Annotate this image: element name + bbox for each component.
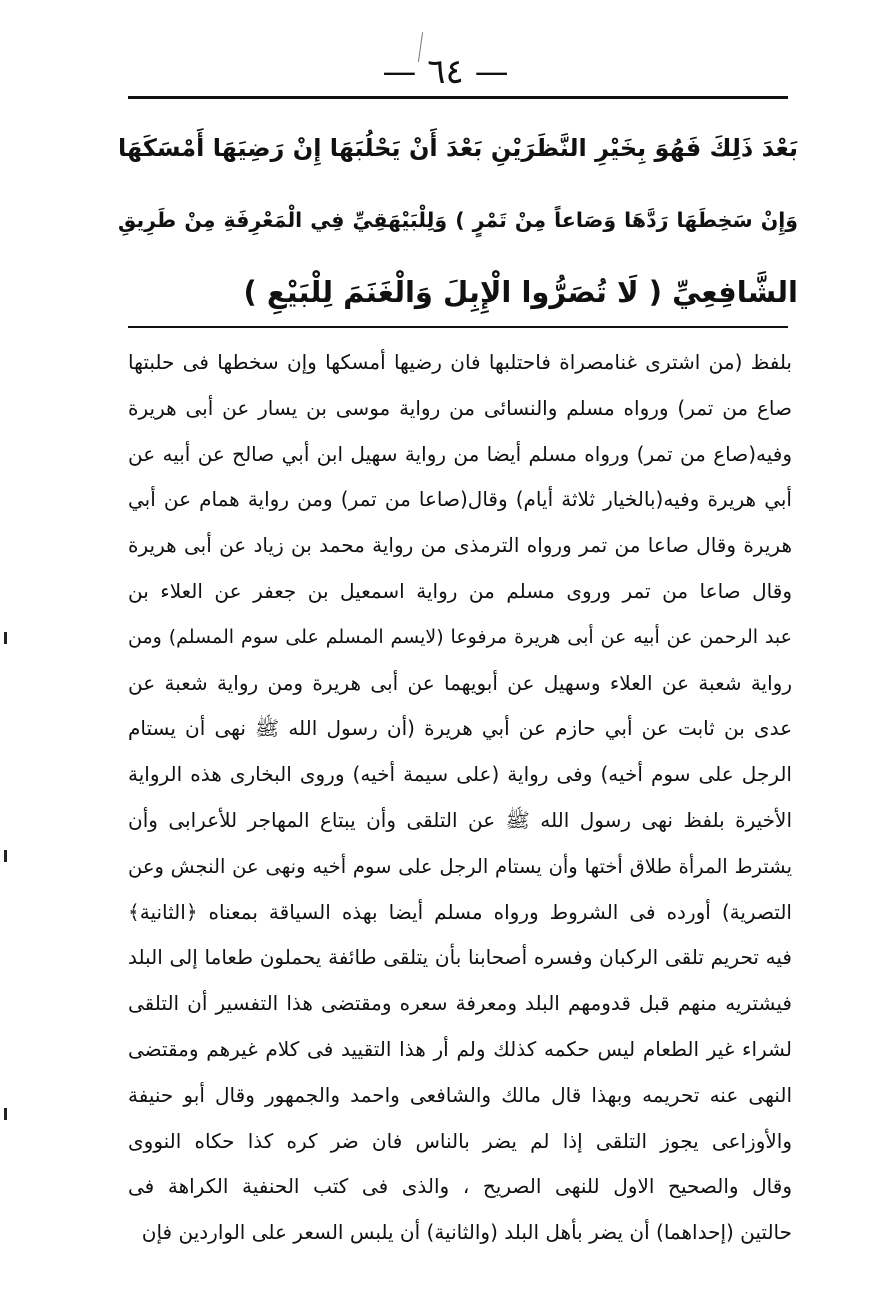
header-rule: [128, 96, 788, 99]
hadith-line: بَعْدَ ذَلِكَ فَهُوَ بِخَيْرِ النَّظَرَيْنِ بَعْدَ أَنْ يَحْلُبَهَا إِنْ رَضِيَهَا أَمْسَكَهَا: [118, 134, 798, 162]
commentary-line: التصرية) أورده فى الشروط ورواه مسلم أيضا بهذه السياقة بمعناه ﴿الثانية﴾: [128, 899, 792, 924]
commentary-line: هريرة وقال صاعا من تمر ورواه الترمذى من رواية محمد بن زياد عن أبى هريرة: [128, 533, 792, 558]
commentary-line: فيشتريه منهم قبل قدومهم البلد ومعرفة سعره ومقتضى هذا التفسير أن التلقى: [128, 991, 792, 1016]
commentary-line: الرجل على سوم أخيه) وفى رواية (على سيمة أخيه) وروى البخارى هذه الرواية: [128, 762, 792, 787]
hadith-line: وَإِنْ سَخِطَهَا رَدَّهَا وَصَاعاً مِنْ تَمْرٍ ) وَلِلْبَيْهَقِيِّ فِي الْمَعْرِفَةِ مِنْ طَرِيقِ: [118, 208, 798, 232]
commentary-line: وفيه(صاع من تمر) ورواه مسلم أيضا من رواية سهيل ابن أبي صالح عن أبيه عن: [128, 441, 792, 466]
commentary-line: رواية شعبة عن العلاء وسهيل عن أبويهما عن أبى هريرة ومن رواية شعبة عن: [128, 670, 792, 695]
margin-scan-mark: [4, 850, 7, 862]
commentary-line: وقال صاعا من تمر وروى مسلم من رواية اسمعيل بن جعفر عن العلاء بن: [128, 578, 792, 603]
margin-scan-mark: [4, 1108, 7, 1120]
commentary-line: النهى عنه تحريمه وبهذا قال مالك والشافعى واحمد والجمهور وقال أبو حنيفة: [128, 1082, 792, 1107]
hadith-line: الشَّافِعِيِّ ( لَا تُصَرُّوا الْإِبِلَ وَالْغَنَمَ لِلْبَيْعِ ): [243, 275, 798, 309]
commentary-line: صاع من تمر) ورواه مسلم والنسائى من رواية موسى بن يسار عن أبى هريرة: [128, 395, 792, 420]
page-number: — ٦٤ —: [382, 52, 509, 92]
commentary-line: الأخيرة بلفظ نهى رسول الله ﷺ عن التلقى وأن يبتاع المهاجر للأعرابى وأن: [128, 807, 792, 832]
commentary-line: لشراء غير الطعام ليس حكمه كذلك ولم أر هذا التقييد فى كلام غيرهم ومقتضى: [128, 1036, 792, 1061]
commentary-line: عبد الرحمن عن أبيه عن أبى هريرة مرفوعا (لايسم المسلم على سوم المسلم) ومن: [128, 625, 792, 648]
commentary-text-block: [128, 340, 792, 1256]
commentary-line: فيه تحريم تلقى الركبان وفسره أصحابنا بأن يتلقى طائفة يحملون طعاما إلى البلد: [128, 945, 792, 970]
margin-scan-mark: [4, 632, 7, 644]
commentary-line: حالتين (إحداهما) أن يضر بأهل البلد (والثانية) أن يلبس السعر على الواردين فإن: [141, 1220, 792, 1245]
commentary-line: وقال والصحيح الاول للنهى الصريح ، والذى فى كتب الحنفية الكراهة فى: [128, 1174, 792, 1199]
commentary-line: عدى بن ثابت عن أبي حازم عن أبي هريرة (أن رسول الله ﷺ نهى أن يستام: [128, 716, 792, 741]
hadith-text-block: [118, 112, 798, 328]
commentary-line: أبي هريرة وفيه(بالخيار ثلاثة أيام) وقال(صاعا من تمر) ومن رواية همام عن أبي: [128, 487, 792, 512]
commentary-line: بلفظ (من اشترى غنامصراة فاحتلبها فان رضيها أمسكها وإن سخطها فى حلبتها: [128, 350, 792, 374]
commentary-line: والأوزاعى يجوز التلقى إذا لم يضر بالناس فان ضر كره كذا حكاه النووى: [128, 1128, 792, 1153]
commentary-line: يشترط المرأة طلاق أختها وأن يستام الرجل على سوم أخيه ونهى عن النجش وعن: [128, 854, 792, 878]
section-divider-rule: [128, 326, 788, 328]
